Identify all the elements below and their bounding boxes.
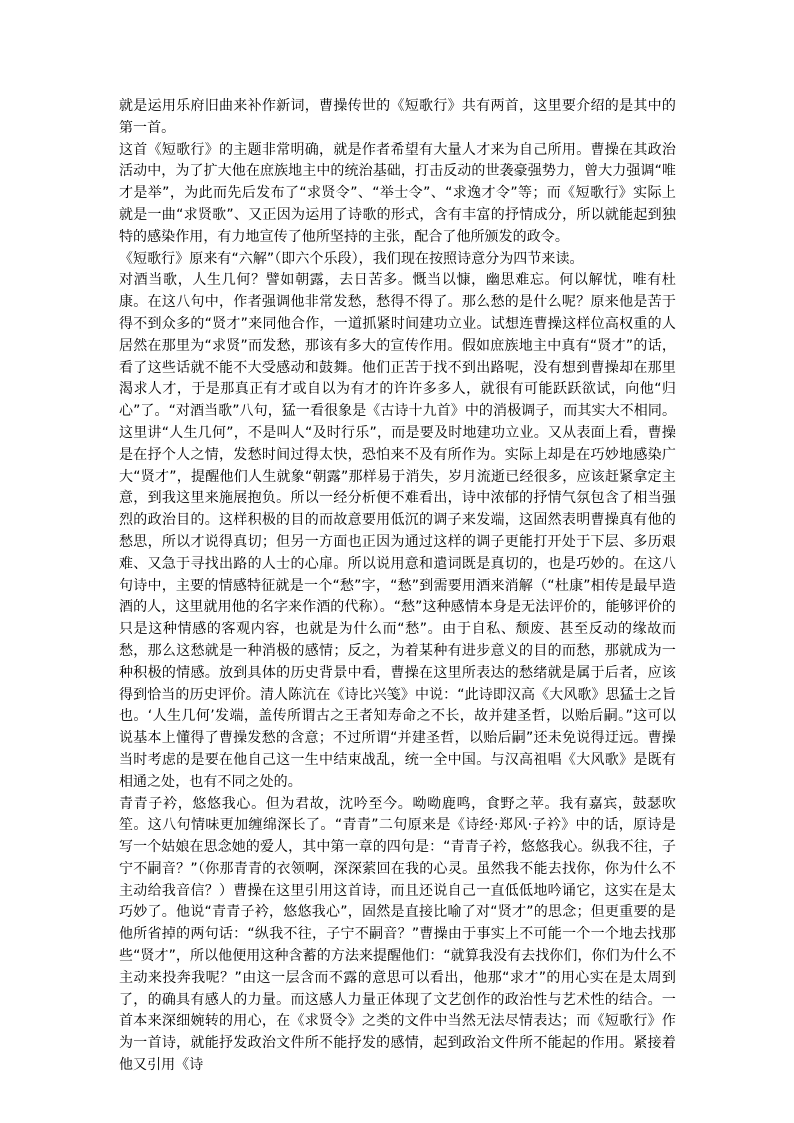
paragraph-theme: 这首《短歌行》的主题非常明确，就是作者希望有大量人才来为自己所用。曹操在其政治活动中，为了扩大他在庶族地主中的统治基础，打击反动的世袭豪强势力，曾大力强调“唯才是举”，为此而先后发布了“求贤令”、“举士令”、“求逸才令”等；而《短歌行》实际上就是一曲“求贤歌”、又正因为运用了诗歌的形式，含有丰富的抒情成分，所以就能起到独特的感染作用，有力地宣传了他所坚持的主张，配合了他所颁发的政令。: [119, 141, 676, 245]
paragraph-intro-continuation: 就是运用乐府旧曲来补作新词，曹操传世的《短歌行》共有两首，这里要介绍的是其中的第一首。: [119, 98, 676, 136]
paragraph-section-one: 对酒当歌，人生几何？譬如朝露，去日苦多。慨当以慷，幽思难忘。何以解忧，唯有杜康。在这八句中，作者强调他非常发愁，愁得不得了。那么愁的是什么呢？原来他是苦于得不到众多的“贤才”来同他合作，一道抓紧时间建功立业。试想连曹操这样位高权重的人居然在那里为“求贤”而发愁，那该有多大的宣传作用。假如庶族地主中真有“贤才”的话，看了这些话就不能不大受感动和鼓舞。他们正苦于找不到出路呢，没有想到曹操却在那里渴求人才，于是那真正有才或自以为有才的许许多多人，就很有可能跃跃欲试，向他“归心”了。“对酒当歌”八句，猛一看很象是《古诗十九首》中的消极调子，而其实大不相同。这里讲“人生几何”，不是叫人“及时行乐”，而是要及时地建功立业。又从表面上看，曹操是在抒个人之情，发愁时间过得太快，恐怕来不及有所作为。实际上却是在巧妙地感染广大“贤才”，提醒他们人生就象“朝露”那样易于消失，岁月流逝已经很多，应该赶紧拿定主意，到我这里来施展抱负。所以一经分析便不难看出，诗中浓郁的抒情气氛包含了相当强烈的政治目的。这样积极的目的而故意要用低沉的调子来发端，这固然表明曹操真有他的愁思，所以才说得真切；但另一方面也正因为通过这样的调子更能打开处于下层、多历艰难、又急于寻找出路的人士的心扉。所以说用意和遣词既是真切的，也是巧妙的。在这八句诗中，主要的情感特征就是一个“愁”字，“愁”到需要用酒来消解（“杜康”相传是最早造酒的人，这里就用他的名字来作酒的代称）。“愁”这种感情本身是无法评价的，能够评价的只是这种情感的客观内容，也就是为什么而“愁”。由于自私、颓废、甚至反动的缘故而愁，那么这愁就是一种消极的感情；反之，为着某种有进步意义的目的而愁，那就成为一种积极的情感。放到具体的历史背景中看，曹操在这里所表达的愁绪就是属于后者，应该得到恰当的历史评价。清人陈沆在《诗比兴笺》中说：“此诗即汉高《大风歌》思猛士之旨也。‘人生几何’发端，盖传所谓古之王者知寿命之不长，故并建圣哲，以贻后嗣。”这可以说基本上懂得了曹操发愁的含意；不过所谓“并建圣哲，以贻后嗣”还未免说得迂远。曹操当时考虑的是要在他自己这一生中结束战乱，统一全中国。与汉高祖唱《大风歌》是既有相通之处，也有不同之处的。: [119, 272, 676, 790]
paragraph-structure: 《短歌行》原来有“六解”（即六个乐段），我们现在按照诗意分为四节来读。: [119, 250, 584, 267]
paragraph-section-two: 青青子衿，悠悠我心。但为君故，沈吟至今。呦呦鹿鸣，食野之苹。我有嘉宾，鼓瑟吹笙。这八句情味更加缠绵深长了。“青青”二句原来是《诗经·郑风·子衿》中的话，原诗是写一个姑娘在思念她的爱人，其中第一章的四句是：“青青子衿，悠悠我心。纵我不往，子宁不嗣音？”（你那青青的衣领啊，深深萦回在我的心灵。虽然我不能去找你，你为什么不主动给我音信？）曹操在这里引用这首诗，而且还说自己一直低低地吟诵它，这实在是太巧妙了。他说“青青子衿，悠悠我心”，固然是直接比喻了对“贤才”的思念；但更重要的是他所省掉的两句话：“纵我不往，子宁不嗣音？”曹操由于事实上不可能一个一个地去找那些“贤才”，所以他便用这种含蓄的方法来提醒他们：“就算我没有去找你们，你们为什么不主动来投奔我呢？”由这一层含而不露的意思可以看出，他那“求才”的用心实在是太周到了，的确具有感人的力量。而这感人力量正体现了文艺创作的政治性与艺术性的结合。一首本来深细婉转的用心，在《求贤令》之类的文件中当然无法尽情表达；而《短歌行》作为一首诗，就能抒发政治文件所不能抒发的感情，起到政治文件所不能起的作用。紧接着他又引用《诗: [119, 795, 676, 1074]
document-page: [119, 96, 676, 1077]
